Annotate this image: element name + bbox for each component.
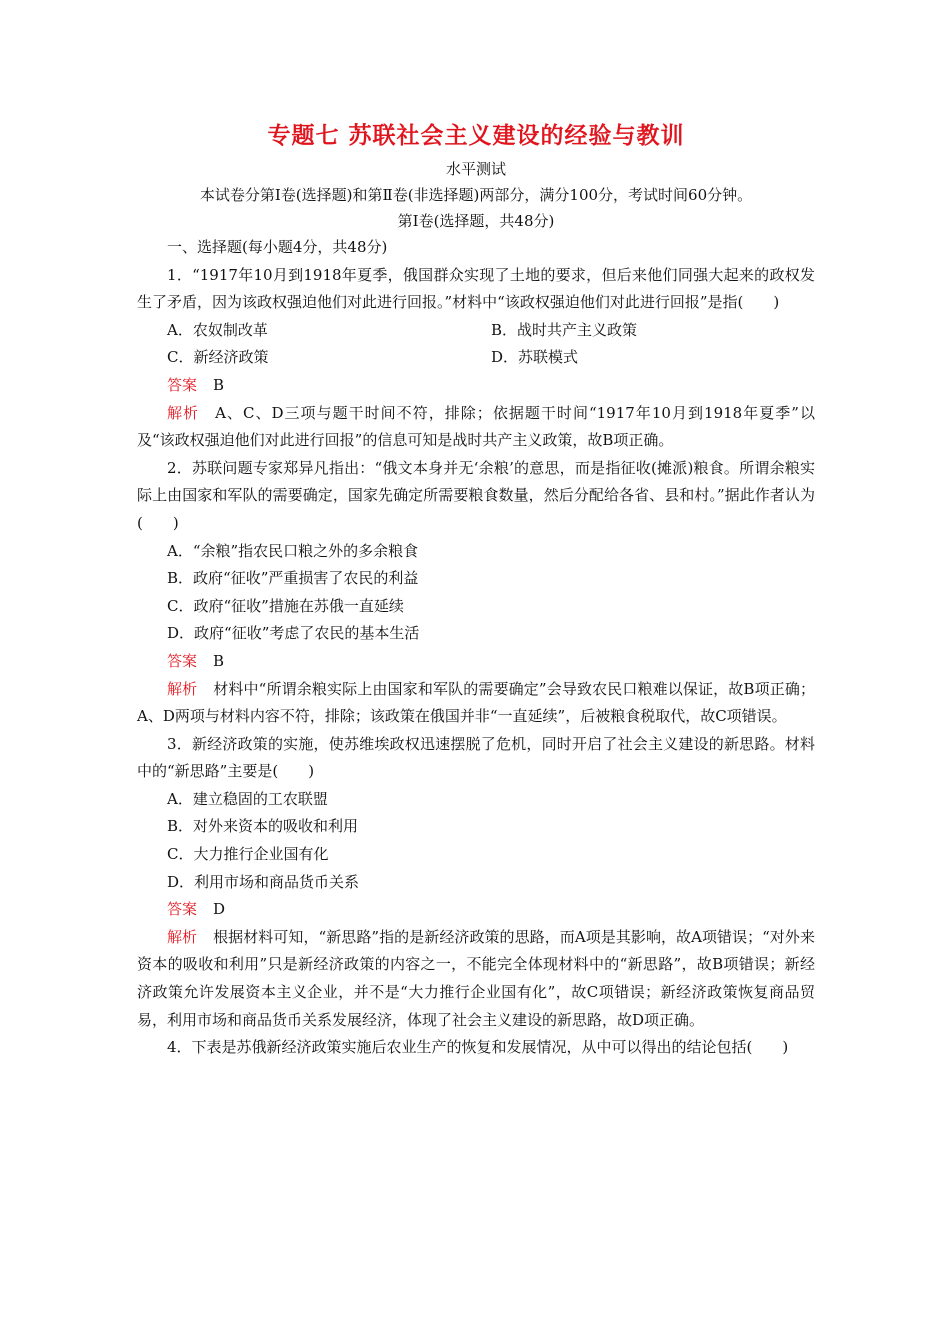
question-1-options-row-1: [137, 317, 815, 345]
question-1-answer: [137, 372, 815, 400]
question-2-analysis-text: 材料中“所谓余粮实际上由国家和军队的需要确定”会导致农民口粮难以保证，故B项正确；A、D两项与材料内容不符，排除；该政策在俄国并非“一直延续”，后被粮食税取代，故C项错误。: [137, 679, 815, 726]
question-1-answer-value: B: [213, 375, 225, 394]
question-1-option-c: C．新经济政策: [167, 348, 269, 367]
section-heading: 一、选择题(每小题4分，共48分): [167, 238, 388, 256]
question-1-option-d: D．苏联模式: [491, 348, 579, 367]
document-subtitle: 水平测试: [445, 160, 506, 178]
question-3-option-d: D．利用市场和商品货币关系: [167, 872, 360, 891]
question-2-stem: 2．苏联问题专家郑异凡指出：“俄文本身并无‘余粮’的意思，而是指征收(摊派)粮食。所谓余粮实际上由国家和军队的需要确定，国家先确定所需要粮食数量，然后分配给各省、县和村。”据此作者认为( ): [137, 458, 815, 532]
question-2-answer-value: B: [213, 651, 225, 670]
document-title: 专题七 苏联社会主义建设的经验与教训: [267, 122, 685, 149]
question-2-option-a: A．“余粮”指农民口粮之外的多余粮食: [167, 541, 419, 560]
question-1-option-b: B．战时共产主义政策: [491, 320, 638, 339]
question-3-option-b: B．对外来资本的吸收和利用: [167, 817, 359, 836]
exam-intro: 本试卷分第Ⅰ卷(选择题)和第Ⅱ卷(非选择题)两部分，满分100分，考试时间60分钟。: [199, 186, 753, 204]
question-2-answer: [137, 648, 815, 676]
question-2-option-c: C．政府“征收”措施在苏俄一直延续: [167, 596, 404, 615]
question-1-options-row-2: [137, 344, 815, 372]
question-3-analysis: [137, 924, 815, 1034]
question-3-stem: 3．新经济政策的实施，使苏维埃政权迅速摆脱了危机，同时开启了社会主义建设的新思路。材料中的“新思路”主要是( ): [137, 734, 815, 781]
question-3-option-a: A．建立稳固的工农联盟: [167, 789, 328, 808]
question-1-analysis: [137, 400, 815, 455]
answer-label: 答案: [167, 375, 198, 394]
question-2-option-d: D．政府“征收”考虑了农民的基本生活: [167, 624, 420, 643]
question-2-option-b: B．政府“征收”严重损害了农民的利益: [167, 569, 419, 588]
analysis-label: 解析: [167, 927, 198, 946]
part-one-heading: 第Ⅰ卷(选择题，共48分): [397, 212, 555, 230]
document-content: [137, 118, 815, 1062]
question-2-analysis: [137, 676, 815, 731]
question-1-option-a: A．农奴制改革: [167, 320, 268, 339]
question-3-answer-value: D: [213, 900, 226, 919]
question-1-analysis-text: A、C、D三项与题干时间不符，排除；依据题干时间“1917年10月到1918年夏季”以及“该政权强迫他们对此进行回报”的信息可知是战时共产主义政策，故B项正确。: [137, 403, 815, 450]
answer-label: 答案: [167, 651, 198, 670]
analysis-label: 解析: [167, 403, 200, 422]
analysis-label: 解析: [167, 679, 198, 698]
question-1-stem: 1．“1917年10月到1918年夏季，俄国群众实现了土地的要求，但后来他们同强大起来的政权发生了矛盾，因为该政权强迫他们对此进行回报。”材料中“该政权强迫他们对此进行回报”是指( ): [137, 265, 815, 312]
question-3-analysis-text: 根据材料可知，“新思路”指的是新经济政策的思路，而A项是其影响，故A项错误；“对外来资本的吸收和利用”只是新经济政策的内容之一，不能完全体现材料中的“新思路”，故B项错误；新经济政策允许发展资本主义企业，并不是“大力推行企业国有化”，故C项错误；新经济政策恢复商品贸易，利用市场和商品货币关系发展经济，体现了社会主义建设的新思路，故D项正确。: [137, 927, 815, 1029]
question-4-stem: 4．下表是苏俄新经济政策实施后农业生产的恢复和发展情况，从中可以得出的结论包括( ): [167, 1038, 789, 1057]
question-3-option-c: C．大力推行企业国有化: [167, 845, 329, 864]
answer-label: 答案: [167, 900, 198, 919]
question-3-answer: [137, 896, 815, 924]
